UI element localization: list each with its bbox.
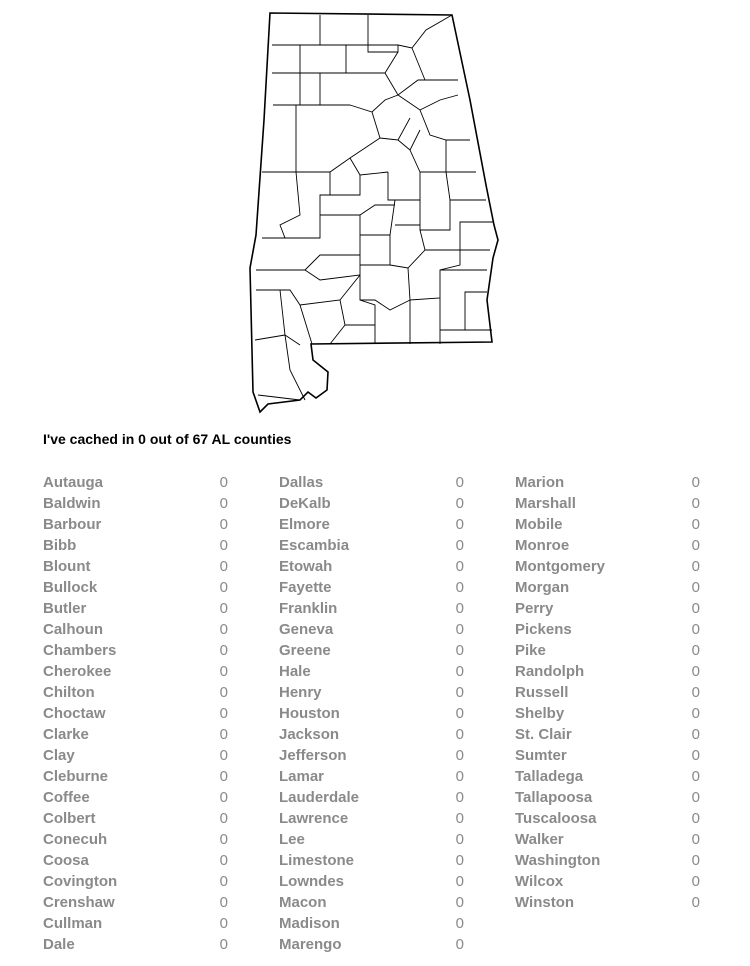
county-count: 0 [691, 558, 700, 575]
county-name: Clay [43, 747, 75, 764]
county-name: Cherokee [43, 663, 112, 680]
cached-count: 0 [138, 431, 146, 447]
county-name: Escambia [279, 537, 350, 554]
county-row [43, 934, 228, 955]
county-count: 0 [455, 915, 464, 932]
county-name: Wilcox [515, 873, 564, 890]
county-count: 0 [691, 474, 700, 491]
county-count: 0 [219, 768, 228, 785]
county-count: 0 [455, 579, 464, 596]
county-count: 0 [691, 831, 700, 848]
county-row [279, 892, 464, 913]
county-name: Marion [515, 474, 565, 491]
county-row [43, 787, 228, 808]
county-name: Montgomery [515, 558, 605, 575]
county-count: 0 [455, 642, 464, 659]
county-row [279, 808, 464, 829]
county-name: Lamar [279, 768, 325, 785]
county-count: 0 [691, 726, 700, 743]
county-name: Pike [515, 642, 546, 659]
county-row [43, 577, 228, 598]
county-row [279, 850, 464, 871]
county-count: 0 [691, 642, 700, 659]
county-count: 0 [219, 747, 228, 764]
county-count: 0 [455, 474, 464, 491]
county-name: Monroe [515, 537, 570, 554]
county-count: 0 [691, 873, 700, 890]
county-name: Hale [279, 663, 311, 680]
county-count: 0 [691, 495, 700, 512]
county-name: Lauderdale [279, 789, 360, 806]
county-column [515, 472, 700, 913]
county-row [43, 703, 228, 724]
county-row [279, 745, 464, 766]
county-count: 0 [219, 558, 228, 575]
county-name: Russell [515, 684, 569, 701]
county-count: 0 [219, 915, 228, 932]
county-column [279, 472, 464, 955]
county-name: Houston [279, 705, 340, 722]
county-row [515, 703, 700, 724]
county-count: 0 [455, 789, 464, 806]
county-name: Franklin [279, 600, 338, 617]
county-row [515, 556, 700, 577]
county-name: Blount [43, 558, 91, 575]
county-name: Clarke [43, 726, 89, 743]
county-count: 0 [219, 474, 228, 491]
county-row [279, 598, 464, 619]
county-name: Jefferson [279, 747, 347, 764]
county-name: Elmore [279, 516, 330, 533]
county-row [43, 724, 228, 745]
county-count: 0 [455, 684, 464, 701]
county-name: Washington [515, 852, 601, 869]
county-count: 0 [219, 579, 228, 596]
county-count: 0 [691, 810, 700, 827]
county-row [515, 724, 700, 745]
county-count: 0 [219, 621, 228, 638]
county-name: Cleburne [43, 768, 109, 785]
county-count: 0 [691, 789, 700, 806]
county-name: Walker [515, 831, 564, 848]
county-name: Madison [279, 915, 340, 932]
county-count: 0 [455, 495, 464, 512]
county-name: Calhoun [43, 621, 103, 638]
county-count: 0 [455, 852, 464, 869]
county-name: Coosa [43, 852, 89, 869]
county-row [515, 808, 700, 829]
county-name: Greene [279, 642, 331, 659]
county-row [43, 892, 228, 913]
county-row [279, 934, 464, 955]
county-name: Marengo [279, 936, 342, 953]
county-name: Baldwin [43, 495, 101, 512]
county-row [279, 472, 464, 493]
county-row [43, 535, 228, 556]
county-count: 0 [219, 537, 228, 554]
county-count: 0 [691, 621, 700, 638]
county-count: 0 [455, 537, 464, 554]
county-count: 0 [455, 747, 464, 764]
county-row [43, 829, 228, 850]
county-name: DeKalb [279, 495, 331, 512]
county-name: Etowah [279, 558, 333, 575]
county-name: Talladega [515, 768, 584, 785]
county-name: Dallas [279, 474, 324, 491]
county-name: Chilton [43, 684, 95, 701]
county-row [279, 556, 464, 577]
county-name: Lowndes [279, 873, 345, 890]
county-count: 0 [455, 663, 464, 680]
county-row [515, 871, 700, 892]
county-count: 0 [691, 747, 700, 764]
county-name: Tallapoosa [515, 789, 593, 806]
county-name: Tuscaloosa [515, 810, 597, 827]
county-name: Shelby [515, 705, 565, 722]
county-count: 0 [219, 705, 228, 722]
county-count: 0 [219, 642, 228, 659]
county-row [43, 514, 228, 535]
county-name: Dale [43, 936, 75, 953]
county-row [515, 577, 700, 598]
county-name: Barbour [43, 516, 102, 533]
county-row [279, 682, 464, 703]
county-row [515, 535, 700, 556]
county-row [279, 535, 464, 556]
county-name: Jackson [279, 726, 340, 743]
county-row [279, 619, 464, 640]
county-row [43, 850, 228, 871]
county-row [279, 514, 464, 535]
county-count: 0 [219, 852, 228, 869]
county-row [515, 829, 700, 850]
county-column [43, 472, 228, 955]
county-row [43, 640, 228, 661]
county-row [279, 787, 464, 808]
county-row [515, 619, 700, 640]
state-map [0, 0, 750, 420]
cache-summary [43, 431, 291, 447]
county-count: 0 [219, 873, 228, 890]
county-row [279, 871, 464, 892]
county-row [43, 808, 228, 829]
county-name: Lee [279, 831, 305, 848]
county-count: 0 [691, 894, 700, 911]
county-count: 0 [219, 936, 228, 953]
alabama-county-map [0, 0, 750, 420]
county-name: Randolph [515, 663, 585, 680]
county-name: Morgan [515, 579, 570, 596]
county-name: Crenshaw [43, 894, 115, 911]
county-count: 0 [691, 579, 700, 596]
county-name: Autauga [43, 474, 103, 491]
county-count: 0 [455, 621, 464, 638]
county-name: Conecuh [43, 831, 108, 848]
county-name: Marshall [515, 495, 576, 512]
county-row [43, 871, 228, 892]
county-row [43, 472, 228, 493]
county-row [515, 472, 700, 493]
county-name: Mobile [515, 516, 563, 533]
county-name: Sumter [515, 747, 567, 764]
county-count: 0 [691, 663, 700, 680]
county-row [515, 640, 700, 661]
county-name: Pickens [515, 621, 572, 638]
county-count: 0 [691, 705, 700, 722]
county-row [515, 745, 700, 766]
county-count: 0 [691, 684, 700, 701]
county-count: 0 [219, 831, 228, 848]
county-name: Chambers [43, 642, 117, 659]
county-count: 0 [455, 558, 464, 575]
county-name: Coffee [43, 789, 90, 806]
county-row [515, 598, 700, 619]
county-count: 0 [455, 810, 464, 827]
county-name: Macon [279, 894, 327, 911]
county-count: 0 [455, 894, 464, 911]
county-name: Bullock [43, 579, 98, 596]
county-name: Butler [43, 600, 87, 617]
county-name: Lawrence [279, 810, 349, 827]
county-name: Colbert [43, 810, 96, 827]
county-name: Limestone [279, 852, 355, 869]
county-row [515, 493, 700, 514]
county-name: Fayette [279, 579, 332, 596]
summary-prefix: I've cached in [43, 431, 139, 447]
county-count: 0 [219, 894, 228, 911]
county-row [279, 640, 464, 661]
county-row [279, 661, 464, 682]
county-row [43, 493, 228, 514]
county-count: 0 [455, 936, 464, 953]
county-row [515, 787, 700, 808]
county-count: 0 [455, 768, 464, 785]
total-count: 67 [192, 431, 209, 447]
county-count: 0 [691, 537, 700, 554]
county-count: 0 [691, 600, 700, 617]
county-row [43, 661, 228, 682]
county-count: 0 [219, 810, 228, 827]
county-row [515, 892, 700, 913]
county-count: 0 [219, 516, 228, 533]
county-name: Henry [279, 684, 322, 701]
county-count: 0 [219, 600, 228, 617]
county-row [279, 724, 464, 745]
county-count: 0 [691, 768, 700, 785]
county-name: Perry [515, 600, 554, 617]
county-row [43, 619, 228, 640]
county-name: Winston [515, 894, 575, 911]
county-count: 0 [455, 726, 464, 743]
summary-suffix: AL counties [208, 431, 292, 447]
county-count: 0 [691, 852, 700, 869]
county-row [515, 850, 700, 871]
county-count: 0 [219, 495, 228, 512]
county-row [515, 766, 700, 787]
county-count: 0 [219, 663, 228, 680]
county-count: 0 [455, 600, 464, 617]
county-row [43, 682, 228, 703]
county-row [279, 913, 464, 934]
county-row [43, 745, 228, 766]
county-row [515, 682, 700, 703]
county-count: 0 [691, 516, 700, 533]
county-row [279, 493, 464, 514]
county-row [279, 829, 464, 850]
county-count: 0 [219, 726, 228, 743]
county-name: Choctaw [43, 705, 106, 722]
county-name: Bibb [43, 537, 77, 554]
county-row [43, 556, 228, 577]
county-count: 0 [455, 873, 464, 890]
county-count: 0 [455, 831, 464, 848]
county-row [515, 514, 700, 535]
county-name: Cullman [43, 915, 103, 932]
county-row [515, 661, 700, 682]
county-name: Geneva [279, 621, 334, 638]
summary-middle: out of [145, 431, 193, 447]
county-row [279, 766, 464, 787]
county-row [43, 766, 228, 787]
county-count: 0 [219, 684, 228, 701]
county-count: 0 [455, 705, 464, 722]
county-name: St. Clair [515, 726, 572, 743]
county-row [279, 577, 464, 598]
county-row [43, 913, 228, 934]
county-row [43, 598, 228, 619]
county-row [279, 703, 464, 724]
county-name: Covington [43, 873, 118, 890]
county-count: 0 [455, 516, 464, 533]
county-count: 0 [219, 789, 228, 806]
